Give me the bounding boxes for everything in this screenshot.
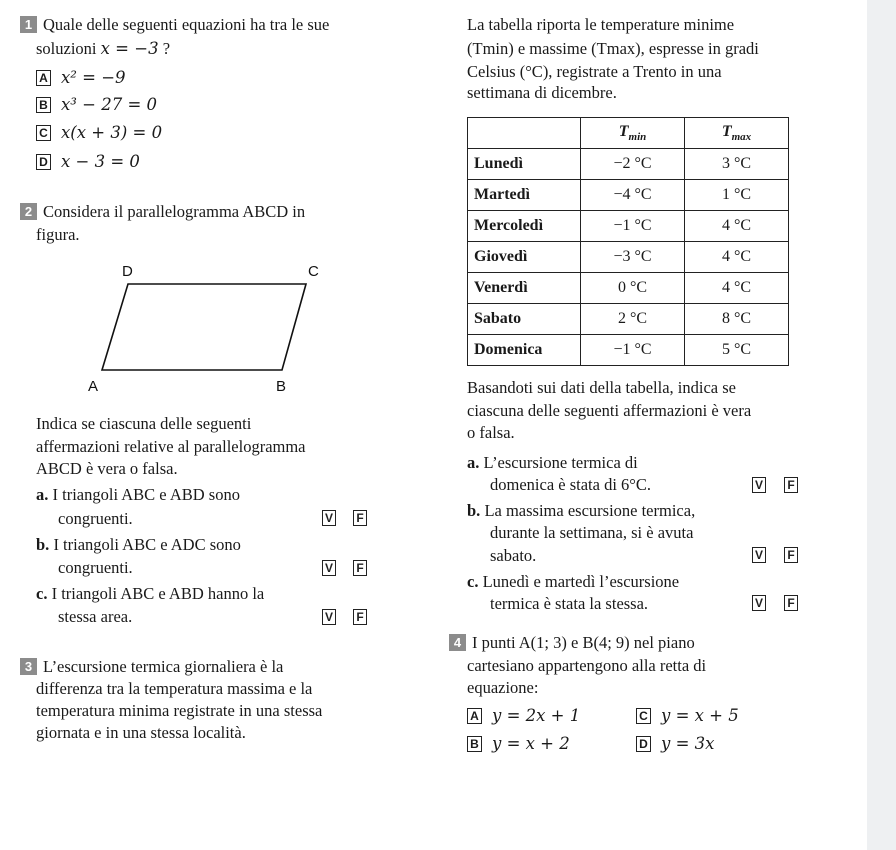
q1-stem-line2: soluzioni x = −3 ? xyxy=(36,39,171,58)
q2c-true-box[interactable]: V xyxy=(322,609,336,625)
q4-option-a[interactable]: A y = 2x + 1 xyxy=(467,705,580,727)
q2-stem-line1: 2 Considera il parallelogramma ABCD in xyxy=(20,201,305,223)
q2-number: 2 xyxy=(20,203,37,220)
q2-item-c-line1: c. I triangoli ABC e ABD hanno la xyxy=(36,584,265,603)
right-item-c-line2: termica è stata la stessa. xyxy=(490,594,649,613)
q3-line1: 3 L’escursione termica giornaliera è la xyxy=(20,656,283,678)
q4-option-c[interactable]: C y = x + 5 xyxy=(636,705,739,727)
q2-intro-line3: ABCD è vera o falsa. xyxy=(36,459,178,478)
right-item-a-line2: domenica è stata di 6°C. xyxy=(490,475,652,494)
right-after-line2: ciascuna delle seguenti affermazioni è vera xyxy=(467,401,752,420)
parallelogram-figure xyxy=(80,258,330,398)
table-row xyxy=(468,304,789,335)
q3-line2: differenza tra la temperatura massima e la xyxy=(36,679,313,698)
right-intro-line2: (Tmin) e massime (Tmax), espresse in gradi xyxy=(467,39,759,58)
table-header-day xyxy=(468,118,581,149)
table-cell-tmin: 0 °C xyxy=(581,273,685,304)
table-cell-tmax: 5 °C xyxy=(685,335,789,366)
table-cell-day: Domenica xyxy=(468,335,581,366)
ra-false-box[interactable]: F xyxy=(784,477,798,493)
q4-line1: 4 I punti A(1; 3) e B(4; 9) nel piano xyxy=(449,632,695,654)
q2a-true-box[interactable]: V xyxy=(322,510,336,526)
table-cell-tmax: 4 °C xyxy=(685,242,789,273)
table-row xyxy=(468,335,789,366)
q2-stem-line2: figura. xyxy=(36,225,80,244)
table-cell-day: Sabato xyxy=(468,304,581,335)
right-intro-line4: settimana di dicembre. xyxy=(467,83,617,102)
table-cell-tmin: −4 °C xyxy=(581,180,685,211)
table-cell-day: Mercoledì xyxy=(468,211,581,242)
q2-item-b-line2: congruenti. xyxy=(58,558,133,577)
table-cell-tmin: −1 °C xyxy=(581,335,685,366)
temperature-table xyxy=(467,117,789,366)
right-item-c-line1: c. Lunedì e martedì l’escursione xyxy=(467,572,680,591)
q4-number: 4 xyxy=(449,634,466,651)
table-cell-tmax: 8 °C xyxy=(685,304,789,335)
q2-item-a-line2: congruenti. xyxy=(58,509,133,528)
table-header-tmax: $T_{max}$ xyxy=(685,118,789,149)
q2b-true-box[interactable]: V xyxy=(322,560,336,576)
q2-intro-line1: Indica se ciascuna delle seguenti xyxy=(36,414,252,433)
table-header-tmin: $T_{min}$ xyxy=(581,118,685,149)
q4-line3: equazione: xyxy=(467,678,539,697)
vertex-c-label: C xyxy=(308,263,319,280)
table-cell-tmin: −1 °C xyxy=(581,211,685,242)
q2b-false-box[interactable]: F xyxy=(353,560,367,576)
q1-option-d[interactable]: D x − 3 = 0 xyxy=(36,151,140,173)
page-edge-strip xyxy=(867,0,896,850)
q4-option-d[interactable]: D y = 3x xyxy=(636,733,714,755)
right-after-line3: o falsa. xyxy=(467,423,515,442)
q1-stem-line1: 1 Quale delle seguenti equazioni ha tra le sue xyxy=(20,14,329,36)
right-item-b-line1: b. La massima escursione termica, xyxy=(467,501,696,520)
q3-line3: temperatura minima registrate in una stessa xyxy=(36,701,323,720)
right-item-a-line1: a. L’escursione termica di xyxy=(467,453,638,472)
table-cell-tmax: 4 °C xyxy=(685,273,789,304)
ra-true-box[interactable]: V xyxy=(752,477,766,493)
q3-number: 3 xyxy=(20,658,37,675)
q4-option-b[interactable]: B y = x + 2 xyxy=(467,733,570,755)
q2a-false-box[interactable]: F xyxy=(353,510,367,526)
q1-option-c[interactable]: C x(x + 3) = 0 xyxy=(36,122,162,144)
table-cell-tmax: 4 °C xyxy=(685,211,789,242)
table-cell-day: Lunedì xyxy=(468,149,581,180)
table-cell-day: Martedì xyxy=(468,180,581,211)
q2-item-c-line2: stessa area. xyxy=(58,607,133,626)
q1-number: 1 xyxy=(20,16,37,33)
right-item-b-line2: durante la settimana, si è avuta xyxy=(490,523,694,542)
right-intro-line1: La tabella riporta le temperature minime xyxy=(467,15,735,34)
table-row xyxy=(468,242,789,273)
right-after-line1: Basandoti sui dati della tabella, indica se xyxy=(467,378,736,397)
table-cell-tmin: 2 °C xyxy=(581,304,685,335)
q2-intro-line2: affermazioni relative al parallelogramma xyxy=(36,437,306,456)
table-row xyxy=(468,211,789,242)
table-cell-tmax: 3 °C xyxy=(685,149,789,180)
q2-item-a-line1: a. I triangoli ABC e ABD sono xyxy=(36,485,240,504)
q3-line4: giornata e in una stessa località. xyxy=(36,723,246,742)
vertex-d-label: D xyxy=(122,263,133,280)
rb-false-box[interactable]: F xyxy=(784,547,798,563)
table-cell-tmin: −2 °C xyxy=(581,149,685,180)
right-item-b-line3: sabato. xyxy=(490,546,537,565)
right-intro-line3: Celsius (°C), registrate a Trento in una xyxy=(467,62,722,81)
q2c-false-box[interactable]: F xyxy=(353,609,367,625)
q1-option-b[interactable]: B x³ − 27 = 0 xyxy=(36,94,157,116)
table-row xyxy=(468,149,789,180)
rc-true-box[interactable]: V xyxy=(752,595,766,611)
vertex-a-label: A xyxy=(88,378,99,395)
table-row xyxy=(468,180,789,211)
vertex-b-label: B xyxy=(276,378,287,395)
table-header-row xyxy=(468,118,789,149)
q4-line2: cartesiano appartengono alla retta di xyxy=(467,656,707,675)
table-cell-tmin: −3 °C xyxy=(581,242,685,273)
table-cell-tmax: 1 °C xyxy=(685,180,789,211)
table-cell-day: Venerdì xyxy=(468,273,581,304)
q2-item-b-line1: b. I triangoli ABC e ADC sono xyxy=(36,535,241,554)
table-cell-day: Giovedì xyxy=(468,242,581,273)
rb-true-box[interactable]: V xyxy=(752,547,766,563)
table-row xyxy=(468,273,789,304)
rc-false-box[interactable]: F xyxy=(784,595,798,611)
q1-option-a[interactable]: A x² = −9 xyxy=(36,67,126,89)
